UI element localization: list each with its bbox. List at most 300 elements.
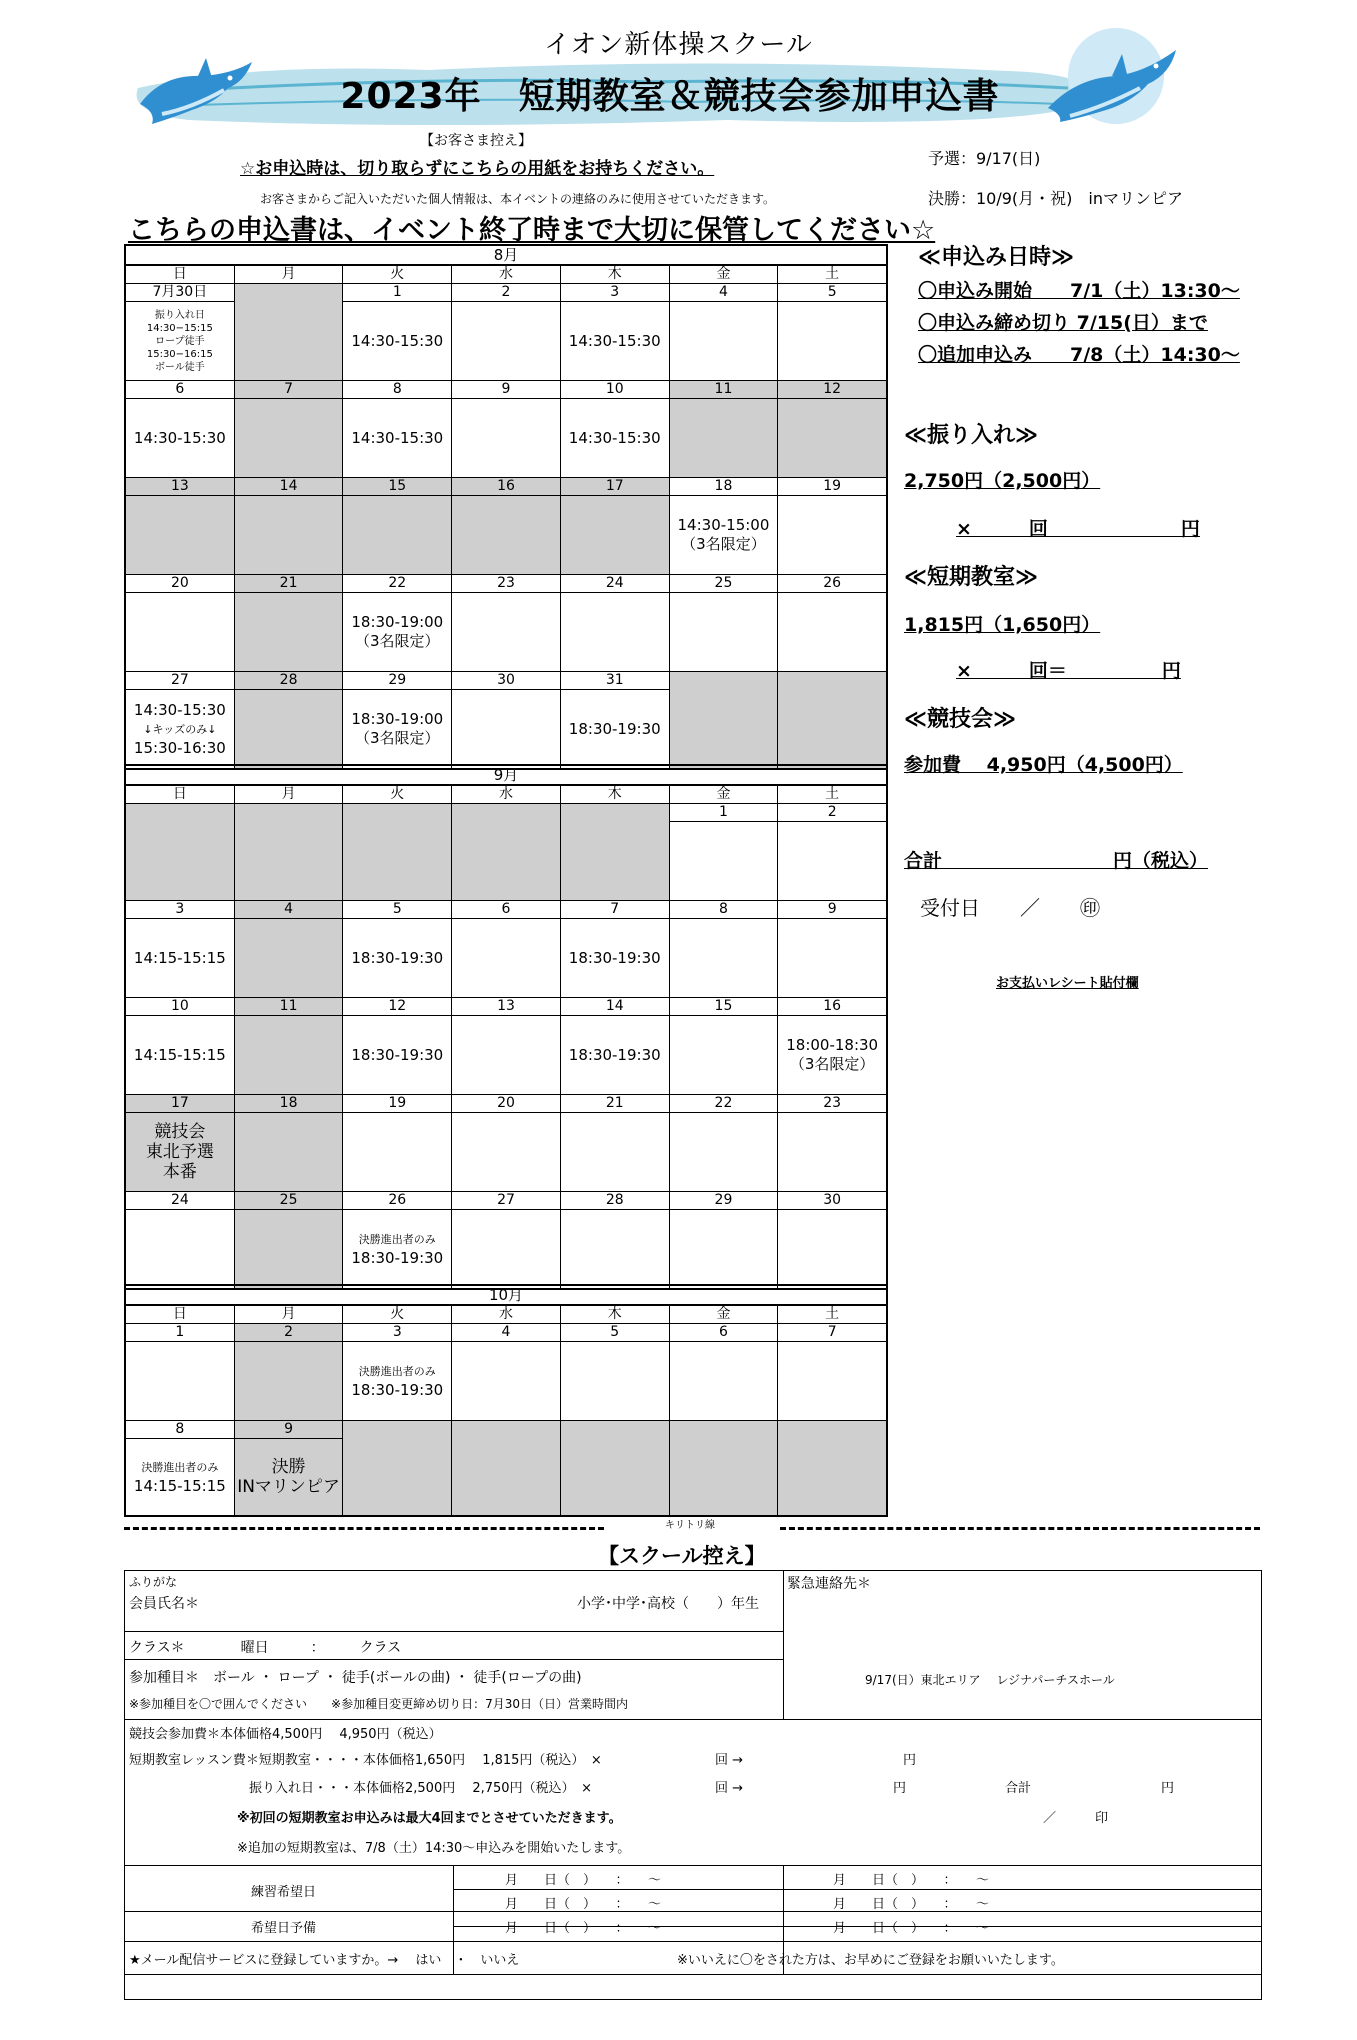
calendar-day-cell [670,901,779,997]
session-time [126,1439,234,1515]
calendar-week [126,998,886,1095]
day-number: 14 [235,478,343,496]
session-line: 14:30-15:30 [133,700,226,719]
calendar-day-cell [452,478,561,574]
calendar-day-cell [778,998,886,1094]
day-number: 21 [561,1095,669,1113]
calendar-day-cell [235,478,344,574]
calendar-day-cell [343,901,452,997]
calendar-day-cell [343,1192,452,1288]
session-time [452,593,560,671]
kyogi-price: 参加費 4,950円（4,500円） [904,754,1183,776]
session-time [561,496,669,574]
session-time [452,302,560,380]
school-grade-field[interactable]: 小学･中学･高校（ ）年生 [577,1596,759,1612]
form-total-yen[interactable]: 円 [1161,1781,1175,1796]
day-number: 25 [670,575,778,593]
calendar-day-cell [126,381,235,477]
calendar-day-cell [670,575,779,671]
session-time [452,690,560,768]
session-time: 18:30-19:30 [568,1045,661,1064]
session-note: 決勝進出者のみ [358,1365,436,1378]
calendar-week [126,672,886,768]
weekday-label: 日 [126,266,235,283]
calendar-day-cell [561,1095,670,1191]
calendar-week [126,1192,886,1288]
day-number: 24 [561,575,669,593]
day-number: 27 [452,1192,560,1210]
session-time [343,1342,451,1420]
day-number: 13 [126,478,234,496]
session-time [452,399,560,477]
calendar-day-cell [235,1095,344,1191]
session-time [778,1210,886,1288]
session-time [235,1016,343,1094]
day-number: 3 [126,901,234,919]
mail-service-note: ※いいえに〇をされた方は、お早めにご登録をお願いいたします。 [677,1953,1064,1968]
day-number: 5 [561,1324,669,1342]
calendar-blank-cell [778,672,886,768]
month-title: 10月 [126,1286,886,1306]
calendar-blank-cell [235,284,344,380]
day-number: 12 [778,381,886,399]
session-time [126,593,234,671]
calendar-week [126,901,886,998]
session-time: 14:30-15:30 [568,428,661,447]
session-time-text: 18:30-19:30 [351,1249,444,1267]
cut-line-right [780,1527,1260,1530]
day-number: 17 [561,478,669,496]
weekday-header [126,266,886,284]
calendar-day-cell [561,478,670,574]
calendar-blank-cell [235,804,344,900]
calendar-day-cell [778,1095,886,1191]
session-time [235,593,343,671]
venue-info: 9/17(日）東北エリア レジナパーチスホール [865,1673,1115,1687]
calendar-day-cell [670,381,779,477]
calendar-week [126,575,886,672]
calendar-day-cell [343,478,452,574]
session-time [126,496,234,574]
calendar-day-cell [561,575,670,671]
apply-deadline: 〇申込み締め切り 7/15(日）まで [918,312,1208,334]
calendar-day-cell [235,381,344,477]
day-number: 9 [778,901,886,919]
day-number: 22 [343,575,451,593]
day-number: 26 [343,1192,451,1210]
calendar-august [124,244,888,770]
session-time [452,1016,560,1094]
day-number: 2 [778,804,886,822]
day-number: 24 [126,1192,234,1210]
session-time [561,593,669,671]
calendar-day-cell [778,381,886,477]
session-time [670,1016,778,1094]
calendar-day-cell [343,284,452,380]
session-time [670,822,778,900]
calendar-day-cell [452,284,561,380]
day-number: 8 [670,901,778,919]
session-time [452,919,560,997]
month-title: 8月 [126,246,886,266]
calendar-week [126,1324,886,1421]
calendar-day-cell [778,804,886,900]
calendar-day-cell [670,1192,779,1288]
calendar-day-cell [778,575,886,671]
calendar-blank-cell [670,672,779,768]
session-time: 18:30-19:00 （3名限定） [351,710,444,747]
practice-date-4[interactable]: 月 日（ ） ： 〜 [833,1897,990,1912]
calendar-day-cell [778,284,886,380]
stamp-field[interactable]: ／ 印 [1043,1811,1109,1826]
day-number: 23 [452,575,560,593]
session-time [561,1113,669,1191]
mail-service-row[interactable]: ★メール配信サービスに登録していますか。→ はい ・ いいえ [129,1953,520,1968]
session-time [126,1342,234,1420]
calendar-week [126,804,886,901]
day-number: 1 [126,1324,234,1342]
weekday-label: 日 [126,1306,235,1323]
school-copy-form [124,1570,1262,2000]
session-time: 振り入れ日 14:30−15:15 ロープ徒手 15:30−16:15 ボール徒手 [146,309,213,373]
session-note: 決勝進出者のみ [358,1233,436,1246]
weekday-label: 日 [126,786,235,803]
furi-fee-row: 振り入れ日・・・本体価格2,500円 2,750円（税込） × [249,1781,592,1796]
cut-line-left [124,1527,604,1530]
day-number: 29 [670,1192,778,1210]
dolphin-left-icon [132,54,262,130]
session-time [452,1342,560,1420]
session-time [670,1113,778,1191]
furi-times-field[interactable]: 回 → [715,1781,744,1796]
lesson-fee-row: 短期教室レッスン費＊短期教室・・・・本体価格1,650円 1,815円（税込） × [129,1753,602,1768]
weekday-label: 木 [561,786,670,803]
session-time: 14:30-15:30 [351,428,444,447]
calendar-day-cell [343,672,452,768]
calendar-day-cell [126,672,235,768]
session-time [561,1210,669,1288]
event-items-note: ※参加種目を〇で囲んでください ※参加種目変更締め切り日：7月30日（日）営業時間内 [129,1697,629,1711]
practice-date-2[interactable]: 月 日（ ） ： 〜 [505,1897,662,1912]
session-time [343,1113,451,1191]
session-time [235,919,343,997]
calendar-day-cell [670,998,779,1094]
day-number: 10 [561,381,669,399]
total-field[interactable]: 合計 円（税込） [904,850,1209,872]
calendar-day-cell [235,998,344,1094]
calendar-day-cell [126,1095,235,1191]
calendar-day-cell [343,1095,452,1191]
session-time: 18:30-19:30 [351,948,444,967]
note-additional: ※追加の短期教室は、7/8（土）14:30〜申込みを開始いたします。 [237,1841,631,1856]
session-time: 18:30-19:30 [568,948,661,967]
calendar-blank-cell [343,1421,452,1515]
day-number: 8 [126,1421,234,1439]
calendar-week [126,381,886,478]
receipt-date: 受付日 ／ ㊞ [920,896,1100,920]
calendar-day-cell [670,478,779,574]
day-number: 19 [343,1095,451,1113]
session-time [778,822,886,900]
calendar-day-cell [235,1324,344,1420]
furi-calc: × 回 円 [956,518,1200,540]
session-time: 決勝 INマリンピア [235,1439,343,1515]
weekday-label: 水 [452,1306,561,1323]
calendar-day-cell [126,1192,235,1288]
day-number: 12 [343,998,451,1016]
calendar-blank-cell [778,1421,886,1515]
calendar-blank-cell [452,804,561,900]
session-time [670,302,778,380]
day-number: 1 [343,284,451,302]
cut-label: キリトリ線 [665,1520,715,1531]
backup-date-1[interactable]: 月 日（ ） ： 〜 [505,1921,662,1936]
calendar-day-cell [670,1095,779,1191]
calendar-day-cell [343,998,452,1094]
session-time: 18:30-19:00 （3名限定） [351,613,444,650]
calendar-blank-cell [126,804,235,900]
day-number: 18 [670,478,778,496]
session-time [126,1210,234,1288]
practice-date-1[interactable]: 月 日（ ） ： 〜 [505,1873,662,1888]
weekday-label: 水 [452,266,561,283]
day-number: 30 [452,672,560,690]
session-time [778,919,886,997]
day-number: 21 [235,575,343,593]
day-number: 7 [235,381,343,399]
calendar-september [124,764,888,1290]
day-number: 28 [561,1192,669,1210]
session-time [670,1210,778,1288]
weekday-label: 土 [825,786,840,802]
weekday-label: 水 [452,786,561,803]
lesson-yen-field[interactable]: 円 [903,1753,917,1768]
session-time [561,1342,669,1420]
day-number: 15 [670,998,778,1016]
calendar-week [126,284,886,381]
day-number: 22 [670,1095,778,1113]
lesson-times-field[interactable]: 回 → [715,1753,744,1768]
day-number: 4 [235,901,343,919]
tanki-price: 1,815円（1,650円） [904,614,1101,636]
weekday-label: 火 [343,786,452,803]
receipt-note: お支払いレシート貼付欄 [996,976,1139,991]
weekday-label: 月 [235,266,344,283]
privacy-notice: お客さまからご記入いただいた個人情報は、本イベントの連絡のみに使用させていただきます。 [260,192,776,206]
calendar-day-cell [452,672,561,768]
session-time: 14:30-15:30 [568,331,661,350]
apply-extra: 〇追加申込み 7/8（土）14:30〜 [918,344,1240,366]
calendar-day-cell [126,575,235,671]
emergency-contact-field[interactable]: 緊急連絡先＊ [787,1576,871,1592]
calendar-day-cell [561,1324,670,1420]
session-time: 18:00-18:30 （3名限定） [786,1036,879,1073]
calendar-day-cell [126,901,235,997]
day-number: 20 [452,1095,560,1113]
kyogi-title: ≪競技会≫ [904,707,1017,732]
backup-date-label: 希望日予備 [251,1921,317,1936]
session-time: 14:15-15:15 [133,948,226,967]
main-title: 2023年 短期教室＆競技会参加申込書 [340,76,1000,117]
day-number: 5 [343,901,451,919]
session-time [670,1342,778,1420]
calendar-day-cell [235,575,344,671]
weekday-label: 月 [235,786,344,803]
calendar-day-cell [235,672,344,768]
calendar-day-cell [343,1324,452,1420]
calendar-day-cell [126,998,235,1094]
weekday-label: 火 [343,1306,452,1323]
day-number: 17 [126,1095,234,1113]
session-time [343,1210,451,1288]
calendar-blank-cell [561,804,670,900]
calendar-day-cell [126,1421,235,1515]
tanki-title: ≪短期教室≫ [904,565,1039,590]
calendar-day-cell [561,998,670,1094]
weekday-label: 土 [825,266,840,282]
weekday-header [126,786,886,804]
day-number: 28 [235,672,343,690]
practice-date-3[interactable]: 月 日（ ） ： 〜 [833,1873,990,1888]
session-time: 14:30-15:30 [133,428,226,447]
day-number: 10 [126,998,234,1016]
practice-date-label: 練習希望日 [251,1885,317,1900]
calendar-day-cell [126,478,235,574]
day-number: 27 [126,672,234,690]
session-time [235,399,343,477]
calendar-day-cell [670,284,779,380]
calendar-day-cell [778,1192,886,1288]
calendar-day-cell [235,901,344,997]
session-line: ↓キッズのみ↓ [143,722,217,736]
furi-title: ≪振り入れ≫ [904,423,1039,448]
session-time [778,399,886,477]
day-number: 2 [452,284,560,302]
session-time [235,1210,343,1288]
weekday-label: 土 [825,1306,840,1322]
day-number: 11 [235,998,343,1016]
session-time [452,1210,560,1288]
session-time-text: 14:15-15:15 [133,1477,226,1495]
calendar-day-cell [452,575,561,671]
backup-date-2[interactable]: 月 日（ ） ： 〜 [833,1921,990,1936]
day-number: 30 [778,1192,886,1210]
session-time [452,496,560,574]
session-time: 14:30-15:00 （3名限定） [677,516,770,553]
session-time [778,496,886,574]
calendar-day-cell [778,1324,886,1420]
apply-start: 〇申込み開始 7/1（土）13:30〜 [918,280,1240,302]
calendar-day-cell [670,804,779,900]
session-note: 決勝進出者のみ [141,1461,219,1474]
day-number: 3 [343,1324,451,1342]
weekday-label: 金 [670,786,779,803]
calendar-day-cell [452,1095,561,1191]
calendar-day-cell [343,575,452,671]
calendar-day-cell [452,998,561,1094]
calendar-day-cell [452,901,561,997]
calendar-week [126,1421,886,1515]
day-number: 9 [452,381,560,399]
day-number: 5 [778,284,886,302]
day-number: 16 [452,478,560,496]
day-number: 23 [778,1095,886,1113]
note-max-lessons: ※初回の短期教室お申込みは最大4回までとさせていただきます。 [237,1811,622,1826]
furi-yen-field[interactable]: 円 [893,1781,907,1796]
session-time [235,690,343,768]
calendar-day-cell [452,381,561,477]
calendar-blank-cell [343,804,452,900]
class-field[interactable]: クラス＊ 曜日 ： クラス [129,1640,402,1656]
calendar-day-cell [561,381,670,477]
day-number: 16 [778,998,886,1016]
weekday-label: 金 [670,1306,779,1323]
calendar-week [126,1095,886,1192]
day-number: 29 [343,672,451,690]
calendar-day-cell [126,1324,235,1420]
session-time: 14:15-15:15 [133,1045,226,1064]
session-time [235,496,343,574]
calendar-blank-cell [561,1421,670,1515]
tanki-calc: × 回＝ 円 [956,660,1181,682]
day-number: 3 [561,284,669,302]
furi-price: 2,750円（2,500円） [904,470,1101,492]
event-items-field[interactable]: 参加種目＊ ボール ・ ロープ ・ 徒手(ボールの曲) ・ 徒手(ロープの曲) [129,1670,582,1686]
day-number: 26 [778,575,886,593]
calendar-day-cell [561,901,670,997]
session-time: 14:30-15:30 [351,331,444,350]
month-title: 9月 [126,766,886,786]
fee-row: 競技会参加費＊本体価格4,500円 4,950円（税込） [129,1727,442,1742]
session-time [778,593,886,671]
calendar-day-cell [343,381,452,477]
day-number: 7月30日 [126,284,234,302]
day-number: 8 [343,381,451,399]
final-date: 決勝：10/9(月・祝) inマリンピア [928,189,1184,208]
calendar-day-cell [778,478,886,574]
notice-bring-form: ☆お申込時は、切り取らずにこちらの用紙をお持ちください。 [240,159,715,179]
day-number: 18 [235,1095,343,1113]
weekday-label: 月 [235,1306,344,1323]
day-number: 25 [235,1192,343,1210]
calendar-day-cell [235,1192,344,1288]
day-number: 6 [126,381,234,399]
calendar-day-cell [561,1192,670,1288]
session-time [343,496,451,574]
calendar-day-cell [670,1324,779,1420]
calendar-week [126,478,886,575]
weekday-label: 金 [670,266,779,283]
weekday-label: 木 [561,1306,670,1323]
calendar-day-cell [452,1324,561,1420]
session-time: 競技会 東北予選 本番 [126,1113,234,1191]
day-number: 7 [778,1324,886,1342]
day-number: 2 [235,1324,343,1342]
weekday-header [126,1306,886,1324]
calendar-day-cell [778,901,886,997]
school-copy-title: 【スクール控え】 [598,1544,766,1568]
day-number: 19 [778,478,886,496]
member-name-field[interactable]: 会員氏名＊ [129,1596,199,1612]
calendar-day-cell [561,672,670,768]
calendar-day-cell [452,1192,561,1288]
calendar-day-cell [126,284,235,380]
session-time [778,1342,886,1420]
copy-label: 【お客さま控え】 [420,133,532,149]
day-number: 31 [561,672,669,690]
weekday-label: 火 [343,266,452,283]
day-number: 13 [452,998,560,1016]
